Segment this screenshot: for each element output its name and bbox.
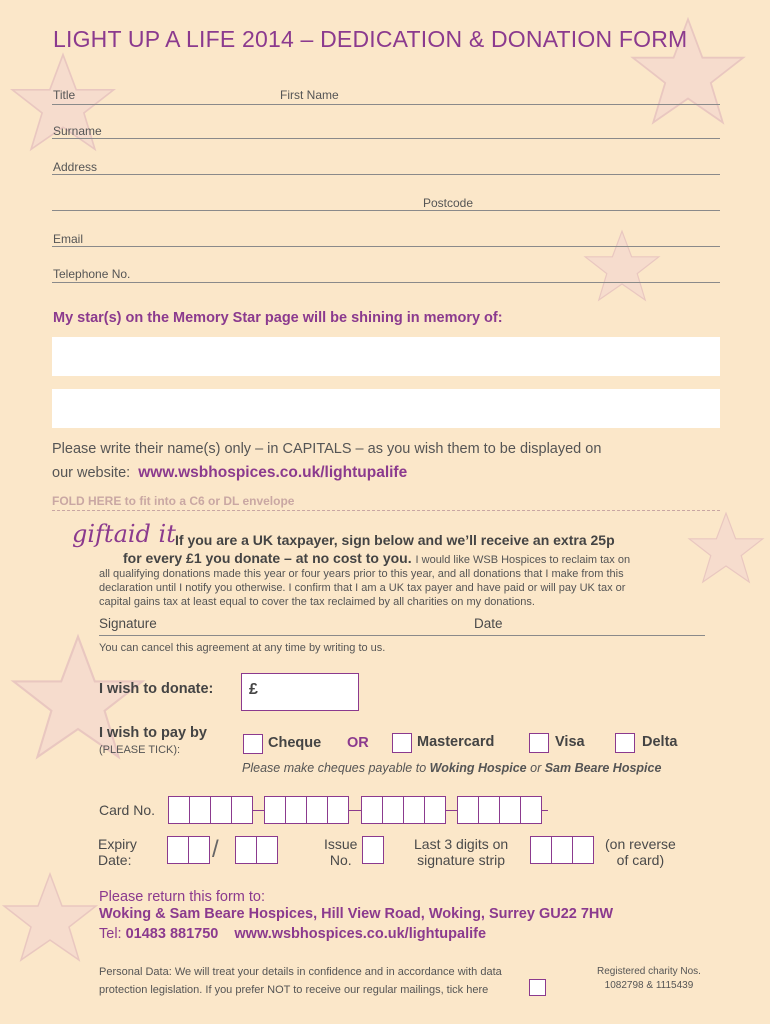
issue-number-input[interactable] — [362, 836, 383, 864]
surname-field[interactable] — [52, 120, 720, 139]
issue-label-line2: No. — [329, 852, 352, 868]
star-decoration — [0, 870, 100, 965]
personal-data-note — [99, 963, 502, 999]
expiry-label — [98, 836, 137, 868]
telephone-field[interactable] — [52, 264, 720, 283]
mailing-optout-checkbox[interactable] — [529, 979, 546, 996]
personal-data-line2: protection legislation. If you prefer NOT to receive our regular mailings, tick here — [99, 984, 489, 996]
visa-checkbox[interactable] — [529, 733, 549, 753]
payee-woking: Woking Hospice — [429, 761, 527, 775]
last3-label-line2: signature strip — [417, 852, 506, 868]
memory-website-link[interactable]: www.wsbhospices.co.uk/lightupalife — [138, 464, 408, 481]
giftaid-declaration-1: I would like WSB Hospices to reclaim tax on — [415, 554, 631, 566]
last3-label-line1: Last 3 digits on — [414, 836, 509, 852]
return-website-link[interactable]: www.wsbhospices.co.uk/lightupalife — [234, 926, 487, 942]
last3-label — [414, 836, 508, 868]
card-number-group-1[interactable] — [168, 796, 252, 824]
visa-label: Visa — [555, 734, 585, 750]
charity-line2: 1082798 & 1115439 — [604, 980, 694, 991]
return-heading: Please return this form to: — [99, 889, 266, 905]
return-contact — [99, 926, 486, 942]
giftaid-declaration-3: declaration until I notify you otherwise. I confirm that I am a UK tax payer and have paid or will pay UK tax or — [99, 582, 626, 594]
expiry-month-input[interactable] — [167, 836, 209, 864]
pay-by-label: I wish to pay by — [99, 725, 207, 741]
expiry-year-input[interactable] — [235, 836, 277, 864]
memory-name-box-2[interactable] — [52, 389, 720, 428]
personal-data-line1: Personal Data: We will treat your details in confidence and in accordance with data — [99, 966, 502, 978]
email-field[interactable] — [52, 228, 720, 247]
giftaid-logo: giftaid it — [72, 520, 176, 548]
giftaid-headline-2-row — [123, 550, 630, 566]
giftaid-headline-1: If you are a UK taxpayer, sign below and we’ll receive an extra 25p — [175, 532, 615, 548]
giftaid-declaration-2: all qualifying donations made this year or four years prior to this year, and all donations that I make from this — [99, 568, 624, 580]
cancel-note: You can cancel this agreement at any time by writing to us. — [99, 642, 386, 654]
signature-date-line[interactable] — [99, 635, 705, 636]
memory-instruction: Please write their name(s) only – in CAPITALS – as you wish them to be displayed on — [52, 441, 602, 457]
signature-label: Signature — [99, 616, 157, 631]
page-title: LIGHT UP A LIFE 2014 – DEDICATION & DONATION FORM — [53, 26, 688, 52]
giftaid-headline-2: for every £1 you donate – at no cost to you. — [123, 550, 412, 566]
surname-label: Surname — [53, 124, 102, 138]
email-label: Email — [53, 232, 84, 246]
card-number-group-3[interactable] — [361, 796, 445, 824]
postcode-label: Postcode — [423, 196, 474, 210]
fold-here-label: FOLD HERE to fit into a C6 or DL envelope — [52, 494, 295, 508]
donate-label: I wish to donate: — [99, 681, 214, 697]
reverse-label-line2: of card) — [616, 852, 665, 868]
cheque-payable-note — [242, 761, 661, 775]
fold-line — [52, 510, 720, 511]
memory-instruction-line2-text: our website: — [52, 465, 131, 481]
payable-prefix: Please make cheques payable to — [242, 761, 430, 775]
address-field[interactable] — [52, 156, 720, 175]
expiry-label-line2: Date: — [98, 852, 132, 868]
charity-numbers — [597, 965, 701, 993]
pay-by-sub: (PLEASE TICK): — [99, 744, 181, 756]
delta-label: Delta — [642, 734, 678, 750]
currency-symbol: £ — [249, 681, 258, 698]
title-first-name-field[interactable] — [52, 86, 720, 105]
issue-label-line1: Issue — [324, 836, 358, 852]
tel-label: Tel: — [99, 926, 122, 942]
card-number-group-2[interactable] — [264, 796, 348, 824]
address-postcode-field[interactable] — [52, 192, 720, 211]
payable-or: or — [526, 761, 545, 775]
cheque-checkbox[interactable] — [243, 734, 263, 754]
mastercard-checkbox[interactable] — [392, 733, 412, 753]
reverse-label — [605, 836, 676, 868]
charity-line1: Registered charity Nos. — [597, 966, 701, 977]
delta-checkbox[interactable] — [615, 733, 635, 753]
first-name-label: First Name — [280, 88, 339, 102]
security-code-input[interactable] — [530, 836, 593, 864]
memory-name-box-1[interactable] — [52, 337, 720, 376]
return-address: Woking & Sam Beare Hospices, Hill View Road, Woking, Surrey GU22 7HW — [99, 906, 614, 922]
address-label: Address — [53, 160, 98, 174]
star-decoration — [686, 510, 766, 586]
donation-amount-input[interactable] — [241, 673, 359, 711]
memory-instruction-line2 — [52, 464, 407, 482]
expiry-label-line1: Expiry — [98, 836, 137, 852]
memory-heading: My star(s) on the Memory Star page will be shining in memory of: — [53, 310, 503, 326]
date-label: Date — [474, 616, 503, 631]
reverse-label-line1: (on reverse — [605, 836, 676, 852]
expiry-slash: / — [212, 836, 219, 863]
issue-label — [324, 836, 357, 868]
payee-sam-beare: Sam Beare Hospice — [544, 761, 662, 775]
mastercard-label: Mastercard — [417, 734, 495, 750]
cheque-label: Cheque — [268, 735, 322, 751]
giftaid-declaration-4: capital gains tax at least equal to cover the tax reclaimed by all charities on my donations. — [99, 596, 535, 608]
tel-number: 01483 881750 — [125, 926, 219, 942]
card-number-group-4[interactable] — [457, 796, 541, 824]
or-label: OR — [347, 735, 369, 751]
title-label: Title — [53, 88, 76, 102]
telephone-label: Telephone No. — [53, 267, 131, 281]
card-no-label: Card No. — [99, 802, 156, 818]
